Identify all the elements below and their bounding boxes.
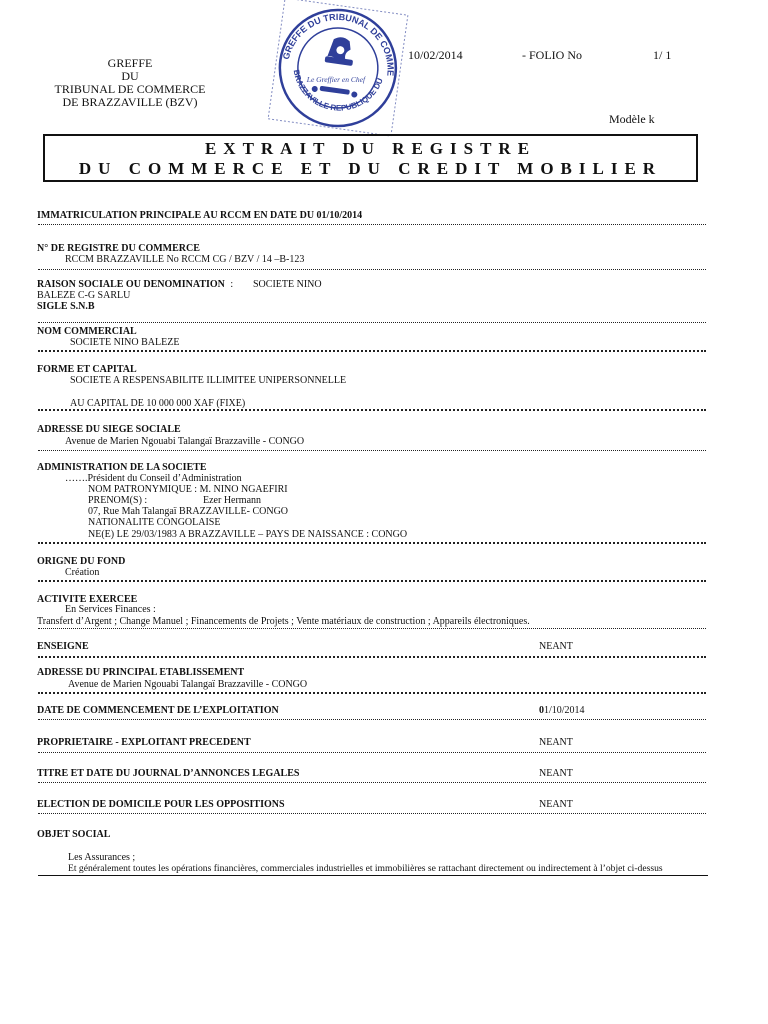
separator [38,450,706,451]
objet-label: OBJET SOCIAL [37,829,111,840]
tribunal-stamp [260,0,417,141]
separator [38,580,706,582]
greffe-header [40,57,220,109]
origine-label: ORIGNE DU FOND [37,556,126,567]
separator [38,542,706,544]
proprietaire-label: PROPRIETAIRE - EXPLOITANT PRECEDENT [37,737,251,748]
greffe-line: GREFFE [107,56,153,70]
raison-label-row [37,279,233,290]
separator [38,692,706,694]
modele-label: Modèle k [609,112,655,126]
date-exploitation-value-rest: 1/10/2014 [544,705,585,716]
forme-label: FORME ET CAPITAL [37,364,137,375]
separator [38,224,706,225]
date-exploitation-value-bold: 0 [539,705,544,716]
bottom-rule [38,875,708,876]
proprietaire-value: NEANT [539,737,573,748]
raison-value-2: BALEZE C-G SARLU [37,290,131,301]
document-title-box [43,134,698,182]
activite-label: ACTIVITE EXERCEE [37,594,138,605]
siege-label: ADRESSE DU SIEGE SOCIALE [37,424,181,435]
greffe-line: DU [121,69,139,83]
enseigne-label: ENSEIGNE [37,641,89,652]
administration-line-3-label: PRENOM(S) : [88,495,148,506]
stamp-ornament-icon [311,85,358,98]
titre-journal-label: TITRE ET DATE DU JOURNAL D’ANNONCES LEGALES [37,768,300,779]
separator [38,782,706,783]
greffe-line: TRIBUNAL DE COMMERCE [54,82,206,96]
administration-line-6: NE(E) LE 29/03/1983 A BRAZZAVILLE – PAYS DE NAISSANCE : CONGO [88,529,408,540]
separator [38,628,706,629]
siege-value: Avenue de Marien Ngouabi Talangaï Brazzaville - CONGO [65,436,305,447]
principal-label: ADRESSE DU PRINCIPAL ETABLISSEMENT [37,667,245,678]
forme-value-1: SOCIETE A RESPENSABILITE ILLIMITEE UNIPERSONNELLE [70,375,347,386]
forme-value-2: AU CAPITAL DE 10 000 000 XAF (FIXE) [70,398,246,409]
election-value: NEANT [539,799,573,810]
activite-value-2: Transfert d’Argent ; Change Manuel ; Financements de Projets ; Vente matériaux de construction ; Appareils électroniques. [37,616,530,627]
title-line-1: EXTRAIT DU REGISTRE [204,139,537,158]
administration-label: ADMINISTRATION DE LA SOCIETE [37,462,207,473]
separator [38,322,706,323]
date-exploitation-label: DATE DE COMMENCEMENT DE L’EXPLOITATION [37,705,279,716]
nom-commercial-label: NOM COMMERCIAL [37,326,137,337]
sigle: SIGLE S.N.B [37,301,95,312]
enseigne-value: NEANT [539,641,573,652]
folio-label: - FOLIO No [522,48,582,62]
document-date: 10/02/2014 [408,48,463,62]
separator [38,409,706,411]
raison-value-1: SOCIETE NINO [253,279,322,290]
registre-value: RCCM BRAZZAVILLE No RCCM CG / BZV / 14 –B-123 [65,254,305,265]
separator [38,350,706,352]
folio-value: 1/ 1 [653,48,672,62]
origine-value: Création [65,567,100,578]
election-label: ELECTION DE DOMICILE POUR LES OPPOSITIONS [37,799,285,810]
administration-line-3-value: Ezer Hermann [203,495,262,506]
immatriculation-heading: IMMATRICULATION PRINCIPALE AU RCCM EN DATE DU 01/10/2014 [37,210,363,221]
stamp-outer-text: GREFFE DU TRIBUNAL DE COMMERCE [280,11,396,77]
raison-label: RAISON SOCIALE OU DENOMINATION [37,279,225,290]
activite-value-1: En Services Finances : [65,604,156,615]
title-line-2: DU COMMERCE ET DU CREDIT MOBILIER [78,159,663,178]
principal-value: Avenue de Marien Ngouabi Talangaï Brazzaville - CONGO [68,679,308,690]
administration-line-5: NATIONALITE CONGOLAISE [88,517,221,528]
greffe-line: DE BRAZZAVILLE (BZV) [62,95,198,109]
registre-label: N° DE REGISTRE DU COMMERCE [37,243,200,254]
separator [38,813,706,814]
raison-separator: : [230,279,234,290]
titre-journal-value: NEANT [539,768,573,779]
separator [38,719,706,720]
stamp-emblem-icon [325,35,356,66]
stamp-center-text: Le Greffier en Chef [306,74,366,84]
separator [38,752,706,753]
administration-line-1: …….Président du Conseil d’Administration [65,473,242,484]
administration-line-2: NOM PATRONYMIQUE : M. NINO NGAEFIRI [88,484,288,495]
objet-line-2: Et généralement toutes les opérations financières, commerciales industrielles et immobilières se rattachant directement ou indirectement à l’objet ci-dessus [68,863,663,874]
date-exploitation-value [539,705,585,716]
administration-line-4: 07, Rue Mah Talangaï BRAZZAVILLE- CONGO [88,506,289,517]
stamp-bottom-text: BRAZZAVILLE REPUBLIQUE DU [291,68,385,113]
objet-line-1: Les Assurances ; [68,852,136,863]
separator [38,269,706,270]
nom-commercial-value: SOCIETE NINO BALEZE [70,337,180,348]
separator [38,656,706,658]
